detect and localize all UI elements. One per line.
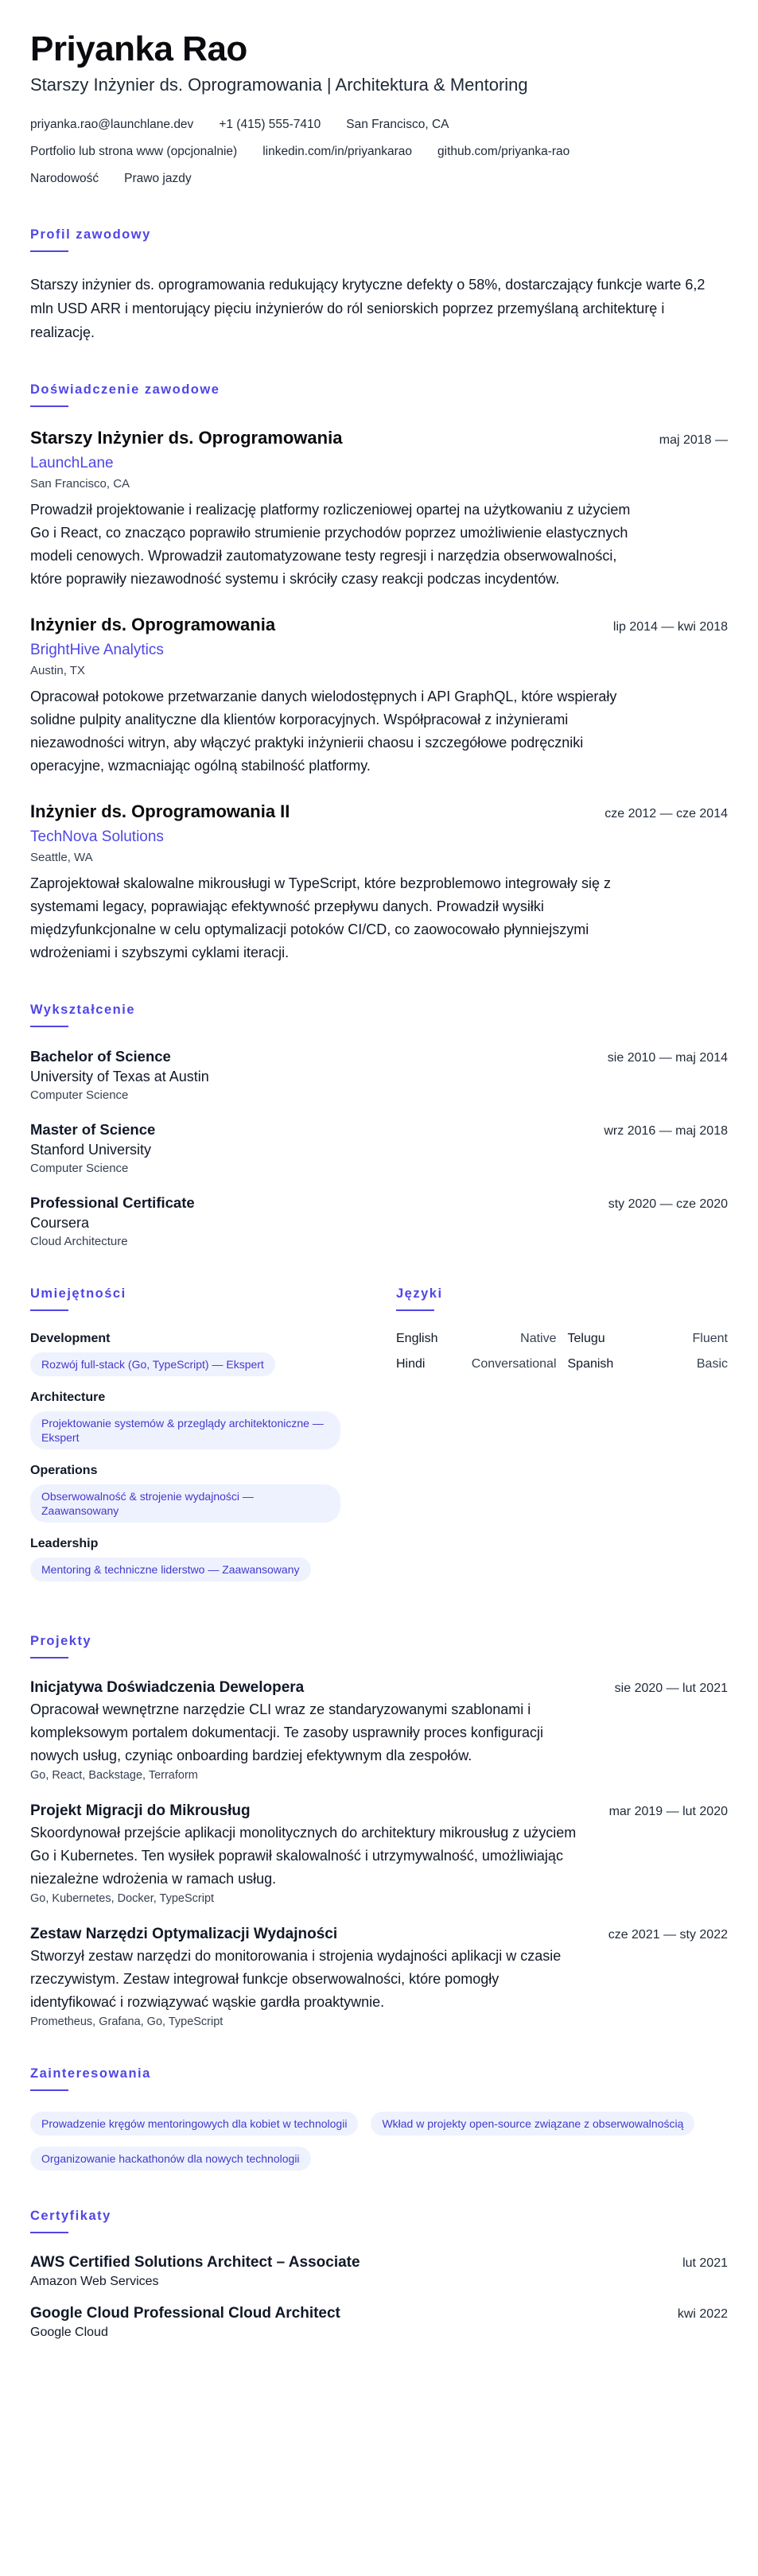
job-location: San Francisco, CA	[30, 477, 130, 491]
contact-linkedin[interactable]: linkedin.com/in/priyankarao	[262, 145, 413, 158]
section-title-summary: Profil zawodowy	[30, 227, 151, 242]
section-title-interests: Zainteresowania	[30, 2066, 151, 2081]
interest-chip: Organizowanie hackathonów dla nowych technologii	[30, 2147, 311, 2171]
interests-list	[30, 2112, 728, 2171]
interests-section	[30, 2066, 728, 2171]
resume-header	[30, 29, 728, 189]
section-divider	[30, 250, 68, 252]
contact-nationality: Narodowość	[30, 172, 99, 185]
language-item	[396, 1332, 557, 1346]
section-divider	[30, 405, 68, 407]
job-description: Opracował potokowe przetwarzanie danych wielodostępnych i API GraphQL, które wspierały solidne pulpity analityczne dla klientów korporacyjnych. Współpracował z inżynierami niezawodności witryn, aby włączyć praktyki inżynierii chaosu i szczegółowe podręczniki operacyjne, wzmacniając ogólną stabilność platformy.	[30, 689, 617, 774]
language-level: Fluent	[692, 1332, 728, 1345]
languages-grid	[396, 1332, 728, 1371]
interest-chip: Wkład w projekty open-source związane z obserwowalnością	[371, 2112, 694, 2136]
skill-category: Architecture	[30, 1391, 106, 1404]
certification-issuer: Amazon Web Services	[30, 2275, 159, 2288]
language-name: Spanish	[567, 1357, 614, 1371]
project-title: Zestaw Narzędzi Optymalizacji Wydajności	[30, 1926, 338, 1942]
education-school: University of Texas at Austin	[30, 1069, 209, 1084]
language-item	[396, 1357, 557, 1371]
summary-section	[30, 227, 728, 344]
contact-email[interactable]: priyanka.rao@launchlane.dev	[30, 118, 194, 131]
skill-group	[30, 1537, 364, 1581]
experience-section	[30, 382, 728, 964]
contact-phone[interactable]: +1 (415) 555-7410	[219, 118, 321, 131]
languages-section	[396, 1286, 728, 1596]
project-title: Inicjatywa Doświadczenia Dewelopera	[30, 1679, 305, 1696]
skills-languages-row	[30, 1286, 728, 1596]
section-title-certifications: Certyfikaty	[30, 2209, 111, 2223]
skill-group	[30, 1464, 364, 1523]
language-level: Basic	[696, 1357, 728, 1371]
language-name: English	[396, 1332, 438, 1345]
skill-category: Operations	[30, 1464, 98, 1477]
education-school: Stanford University	[30, 1142, 152, 1158]
education-degree: Bachelor of Science	[30, 1048, 171, 1065]
section-divider	[30, 2232, 68, 2233]
certification-name: AWS Certified Solutions Architect – Associate	[30, 2254, 360, 2271]
contact-block	[30, 114, 728, 189]
skill-group	[30, 1391, 364, 1449]
education-school: Coursera	[30, 1215, 90, 1231]
education-degree: Professional Certificate	[30, 1194, 195, 1211]
project-description: Skoordynował przejście aplikacji monolitycznych do architektury mikrousług z użyciem Go i Kubernetes. Ten wysiłek poprawił skalowalność i utrzymywalność, umożliwiając niezależne wdrożenia w ramach usług.	[30, 1825, 577, 1887]
skill-chip: Obserwowalność & strojenie wydajności — Zaawansowany	[30, 1484, 340, 1523]
interest-chip: Prowadzenie kręgów mentoringowych dla kobiet w technologii	[30, 2112, 358, 2136]
section-title-skills: Umiejętności	[30, 1286, 126, 1301]
language-name: Telugu	[567, 1332, 605, 1345]
contact-github[interactable]: github.com/priyanka-rao	[437, 145, 570, 158]
certification-entry	[30, 2254, 728, 2289]
contact-portfolio[interactable]: Portfolio lub strona www (opcjonalnie)	[30, 145, 238, 158]
job-company: TechNova Solutions	[30, 828, 164, 845]
job-entry	[30, 428, 728, 591]
summary-text: Starszy inżynier ds. oprogramowania redukujący krytyczne defekty o 58%, dostarczający funkcje warte 6,2 mln USD ARR i mentorujący pięciu inżynierów do ról seniorskich poprzez przemyślaną architekturę i realizację.	[30, 277, 706, 340]
contact-row-extra	[30, 169, 728, 189]
job-location: Austin, TX	[30, 664, 85, 677]
education-dates: wrz 2016 — maj 2018	[604, 1124, 728, 1138]
project-description: Stworzył zestaw narzędzi do monitorowania i strojenia wydajności aplikacji w czasie rzeczywistym. Zestaw integrował funkcje obserwowalności, które pomogły identyfikować i rozwiązywać wąskie gardła proaktywnie.	[30, 1948, 562, 2010]
education-field: Computer Science	[30, 1162, 129, 1175]
job-dates: maj 2018 —	[659, 433, 728, 447]
section-title-projects: Projekty	[30, 1634, 92, 1648]
section-divider	[30, 2089, 68, 2091]
skill-category: Leadership	[30, 1537, 99, 1550]
project-dates: sie 2020 — lut 2021	[614, 1682, 728, 1695]
education-dates: sty 2020 — cze 2020	[608, 1197, 728, 1211]
contact-row-links	[30, 142, 728, 162]
skills-section	[30, 1286, 364, 1596]
project-entry	[30, 1679, 728, 1782]
section-title-education: Wykształcenie	[30, 1003, 136, 1017]
certification-name: Google Cloud Professional Cloud Architect	[30, 2305, 340, 2322]
section-divider	[30, 1026, 68, 1027]
education-field: Cloud Architecture	[30, 1235, 128, 1248]
project-tech: Go, Kubernetes, Docker, TypeScript	[30, 1892, 215, 1905]
job-dates: lip 2014 — kwi 2018	[612, 620, 728, 634]
section-divider	[396, 1309, 434, 1311]
contact-location: San Francisco, CA	[346, 118, 449, 131]
education-field: Computer Science	[30, 1088, 129, 1102]
language-level: Native	[520, 1332, 557, 1345]
job-company: LaunchLane	[30, 455, 114, 471]
job-location: Seattle, WA	[30, 851, 93, 864]
language-item	[568, 1357, 729, 1371]
job-title: Inżynier ds. Oprogramowania II	[30, 801, 290, 821]
job-company: BrightHive Analytics	[30, 642, 164, 658]
candidate-headline: Starszy Inżynier ds. Oprogramowania | Architektura & Mentoring	[30, 75, 528, 95]
project-entry	[30, 1926, 728, 2028]
project-dates: mar 2019 — lut 2020	[608, 1805, 728, 1818]
skill-chip: Mentoring & techniczne liderstwo — Zaawansowany	[30, 1558, 311, 1581]
job-description: Prowadził projektowanie i realizację platformy rozliczeniowej opartej na użytkowaniu z użyciem Go i React, co znacząco poprawiło strumienie przychodów poprzez umożliwienie elastycznych modeli cenowych. Wprowadził zautomatyzowane testy regresji i narzędzia obserwowalności, które poprawiły niezawodność systemu i skróciły czasy reakcji podczas incydentów.	[30, 502, 631, 587]
skill-chip: Rozwój full-stack (Go, TypeScript) — Ekspert	[30, 1352, 275, 1376]
project-description: Opracował wewnętrzne narzędzie CLI wraz ze standaryzowanymi szablonami i kompleksowym portalem dokumentacji. Te zasoby usprawniły proces konfiguracji nowych usług, czyniąc onboarding bardziej efektywnym dla zespołów.	[30, 1701, 543, 1763]
project-tech: Prometheus, Grafana, Go, TypeScript	[30, 2015, 224, 2028]
certification-date: lut 2021	[682, 2256, 728, 2270]
language-item	[568, 1332, 729, 1346]
education-entry	[30, 1048, 728, 1102]
job-entry	[30, 615, 728, 778]
project-dates: cze 2021 — sty 2022	[608, 1928, 728, 1942]
section-divider	[30, 1657, 68, 1658]
section-title-languages: Języki	[396, 1286, 443, 1301]
contact-driving-license: Prawo jazdy	[124, 172, 192, 185]
section-title-experience: Doświadczenie zawodowe	[30, 382, 220, 397]
skill-group	[30, 1332, 364, 1376]
education-degree: Master of Science	[30, 1121, 156, 1138]
project-tech: Go, React, Backstage, Terraform	[30, 1769, 198, 1782]
certification-issuer: Google Cloud	[30, 2326, 108, 2339]
language-level: Conversational	[471, 1357, 557, 1371]
certifications-section	[30, 2209, 728, 2340]
projects-section	[30, 1634, 728, 2028]
project-title: Projekt Migracji do Mikrousług	[30, 1802, 251, 1819]
project-entry	[30, 1802, 728, 1905]
job-dates: cze 2012 — cze 2014	[604, 807, 728, 821]
job-description: Zaprojektował skalowalne mikrousługi w TypeScript, które bezproblemowo integrowały się z systemami legacy, poprawiając efektywność przepływu danych. Prowadził wysiłki międzyfunkcjonalne w celu optymalizacji potoków CI/CD, co zaowocowało płynniejszymi wdrożeniami i szybszymi cyklami iteracji.	[30, 875, 611, 960]
certification-entry	[30, 2305, 728, 2340]
education-section	[30, 1003, 728, 1248]
education-entry	[30, 1194, 728, 1248]
job-entry	[30, 801, 728, 964]
certification-date: kwi 2022	[677, 2307, 728, 2321]
contact-row-primary	[30, 114, 728, 135]
candidate-name: Priyanka Rao	[30, 29, 247, 68]
section-divider	[30, 1309, 68, 1311]
education-entry	[30, 1121, 728, 1175]
language-name: Hindi	[396, 1357, 426, 1371]
skill-category: Development	[30, 1332, 111, 1345]
job-title: Inżynier ds. Oprogramowania	[30, 615, 276, 634]
job-title: Starszy Inżynier ds. Oprogramowania	[30, 428, 343, 448]
skill-chip: Projektowanie systemów & przeglądy architektoniczne — Ekspert	[30, 1411, 340, 1449]
education-dates: sie 2010 — maj 2014	[607, 1051, 728, 1065]
